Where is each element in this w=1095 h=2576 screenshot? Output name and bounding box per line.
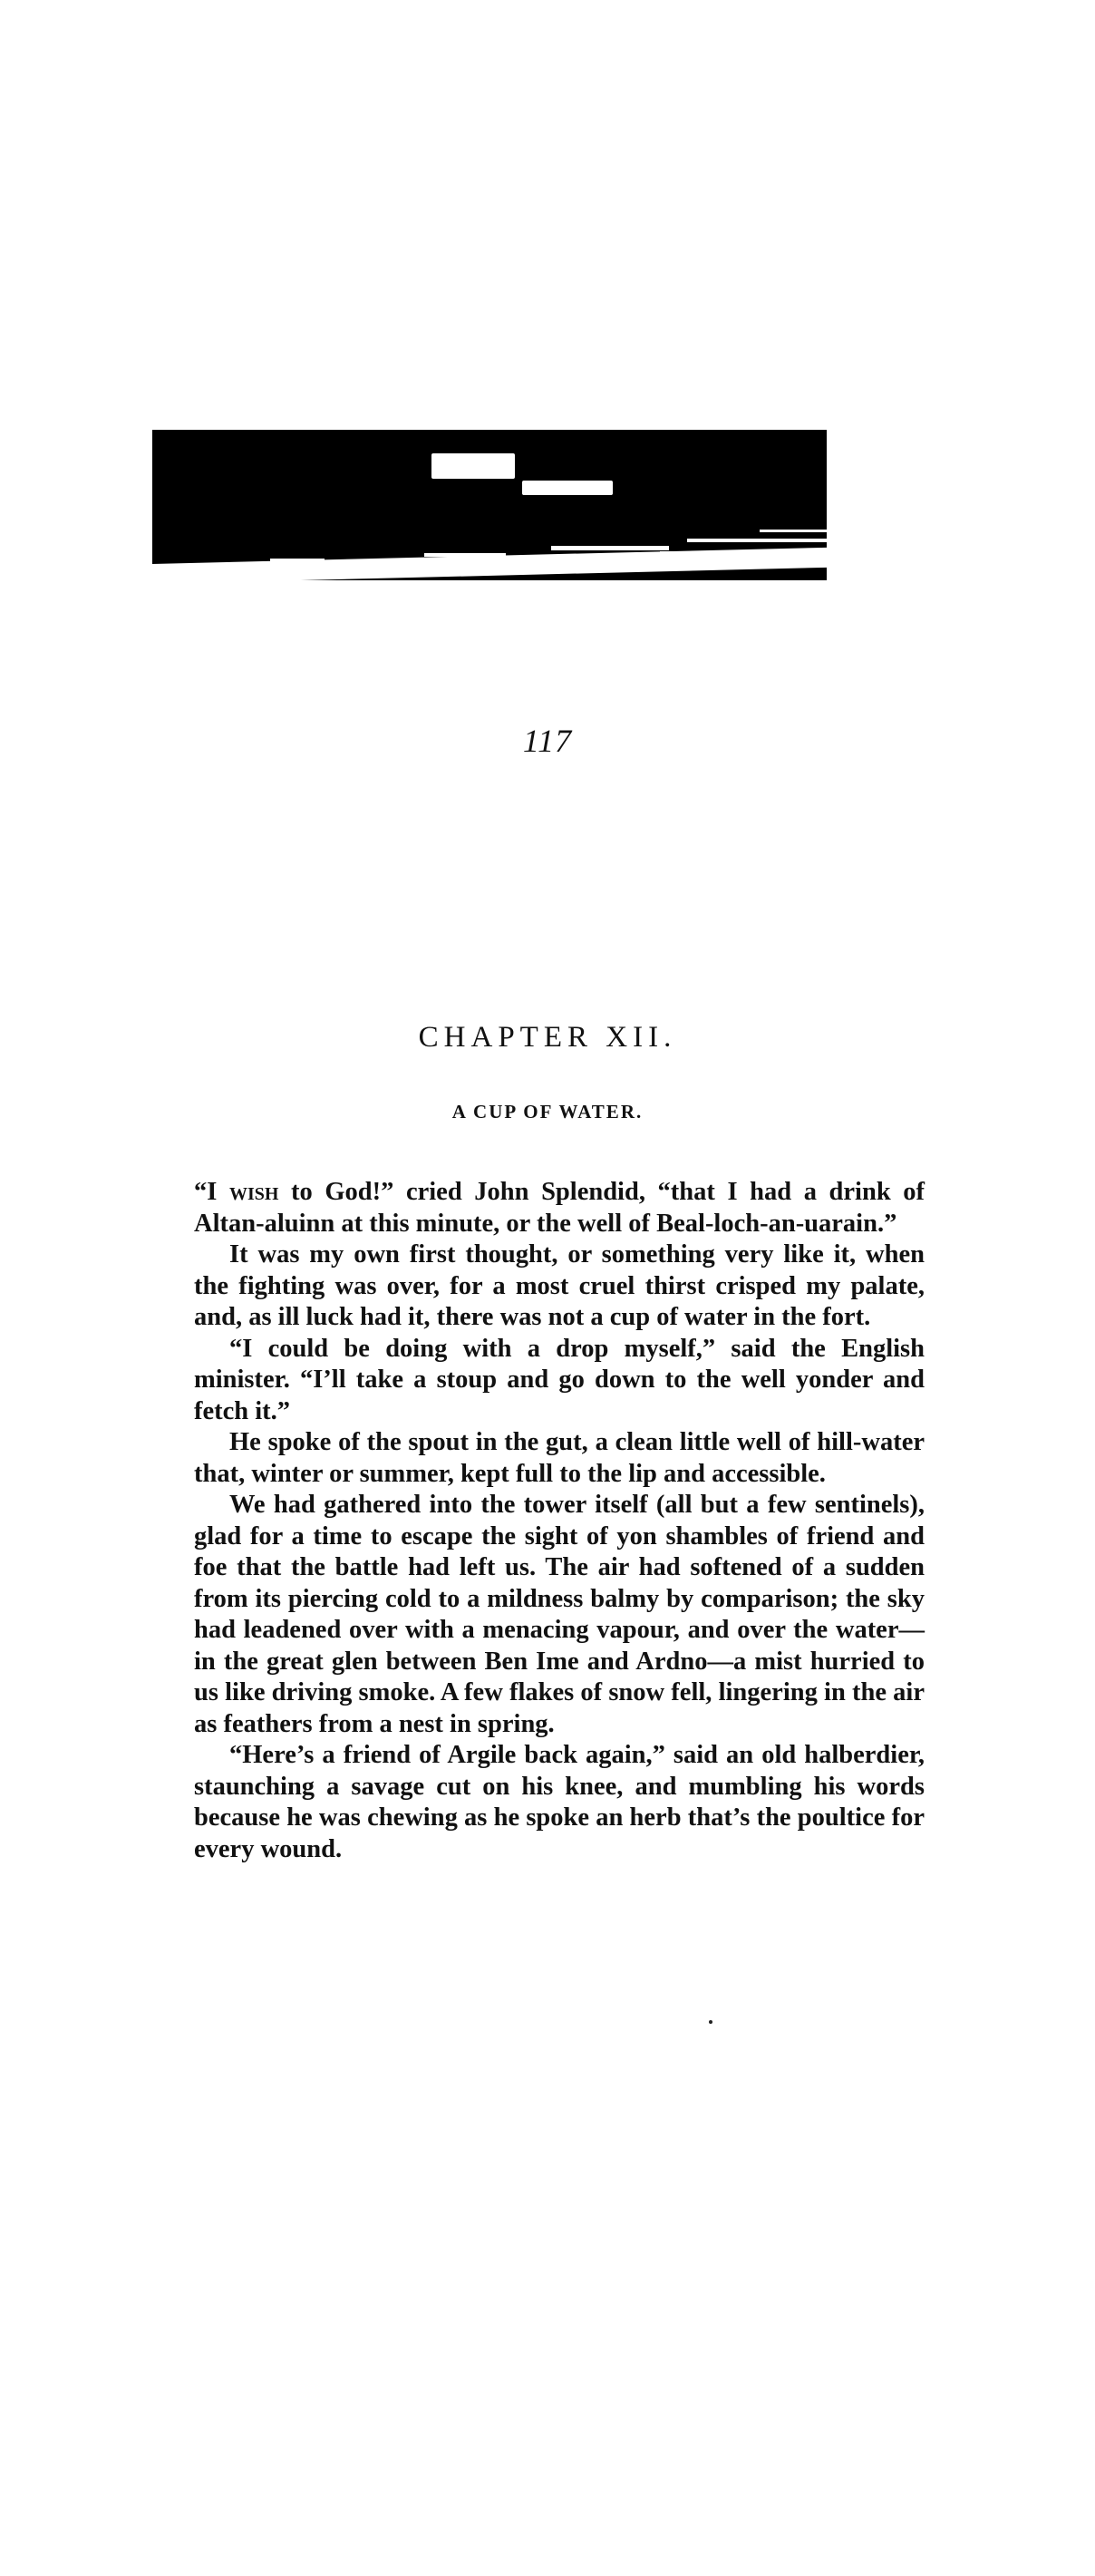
small-caps-word: wish (228, 1178, 279, 1206)
paragraph: “Here’s a friend of Argile back again,” said an old halberdier, staunching a savage cut on his knee, and mumbling his words because he was chewing as he spoke an herb that’s the poultice for every wound. (194, 1741, 925, 1863)
paragraph: We had gathered into the tower itself (all but a few sentinels), glad for a time to escape the sight of yon shambles of friend and foe that the battle had left us. The air had softened of a sudden from its piercing cold to a mildness balmy by comparison; the sky had leadened over with a menacing vapour, and over the water—in the great glen between Ben Ime and Ardno—a mist hurried to us like driving smoke. A few flakes of snow fell, lingering in the air as feathers from a nest in spring. (194, 1491, 925, 1738)
ornament-streak (270, 559, 325, 561)
paragraph: It was my own first thought, or something very like it, when the fighting was over, for a most cruel thirst crisped my palate, and, as ill luck had it, there was not a cup of water in the fort. (194, 1240, 925, 1331)
page-number: 117 (522, 723, 573, 759)
chapter-title: CHAPTER XII. (418, 1021, 677, 1054)
ornament-streak (424, 553, 506, 557)
body-text (194, 1177, 925, 1865)
ornament-streak (760, 530, 827, 532)
paragraph: “I could be doing with a drop myself,” said the English minister. “I’ll take a stoup and go down to the well yonder and fetch it.” (194, 1334, 925, 1425)
print-speck (709, 2020, 712, 2024)
header-ornament-band (152, 430, 827, 580)
chapter-subtitle: A CUP OF WATER. (451, 1101, 644, 1123)
paragraph: He spoke of the spout in the gut, a clean little well of hill-water that, winter or summer, kept full to the lip and accessible. (194, 1428, 925, 1488)
ornament-streak (551, 546, 669, 550)
ornament-streak (660, 551, 723, 557)
paragraph (194, 1177, 925, 1239)
paragraph-lead: “I (194, 1178, 229, 1206)
ornament-streak (431, 453, 515, 479)
paragraph-text: to God!” cried John Splendid, “that I had a drink of Altan-aluinn at this minute, or the well of Beal-loch-an-uarain.” (194, 1178, 925, 1238)
ornament-streak (522, 481, 613, 495)
ornament-streak (687, 539, 827, 542)
